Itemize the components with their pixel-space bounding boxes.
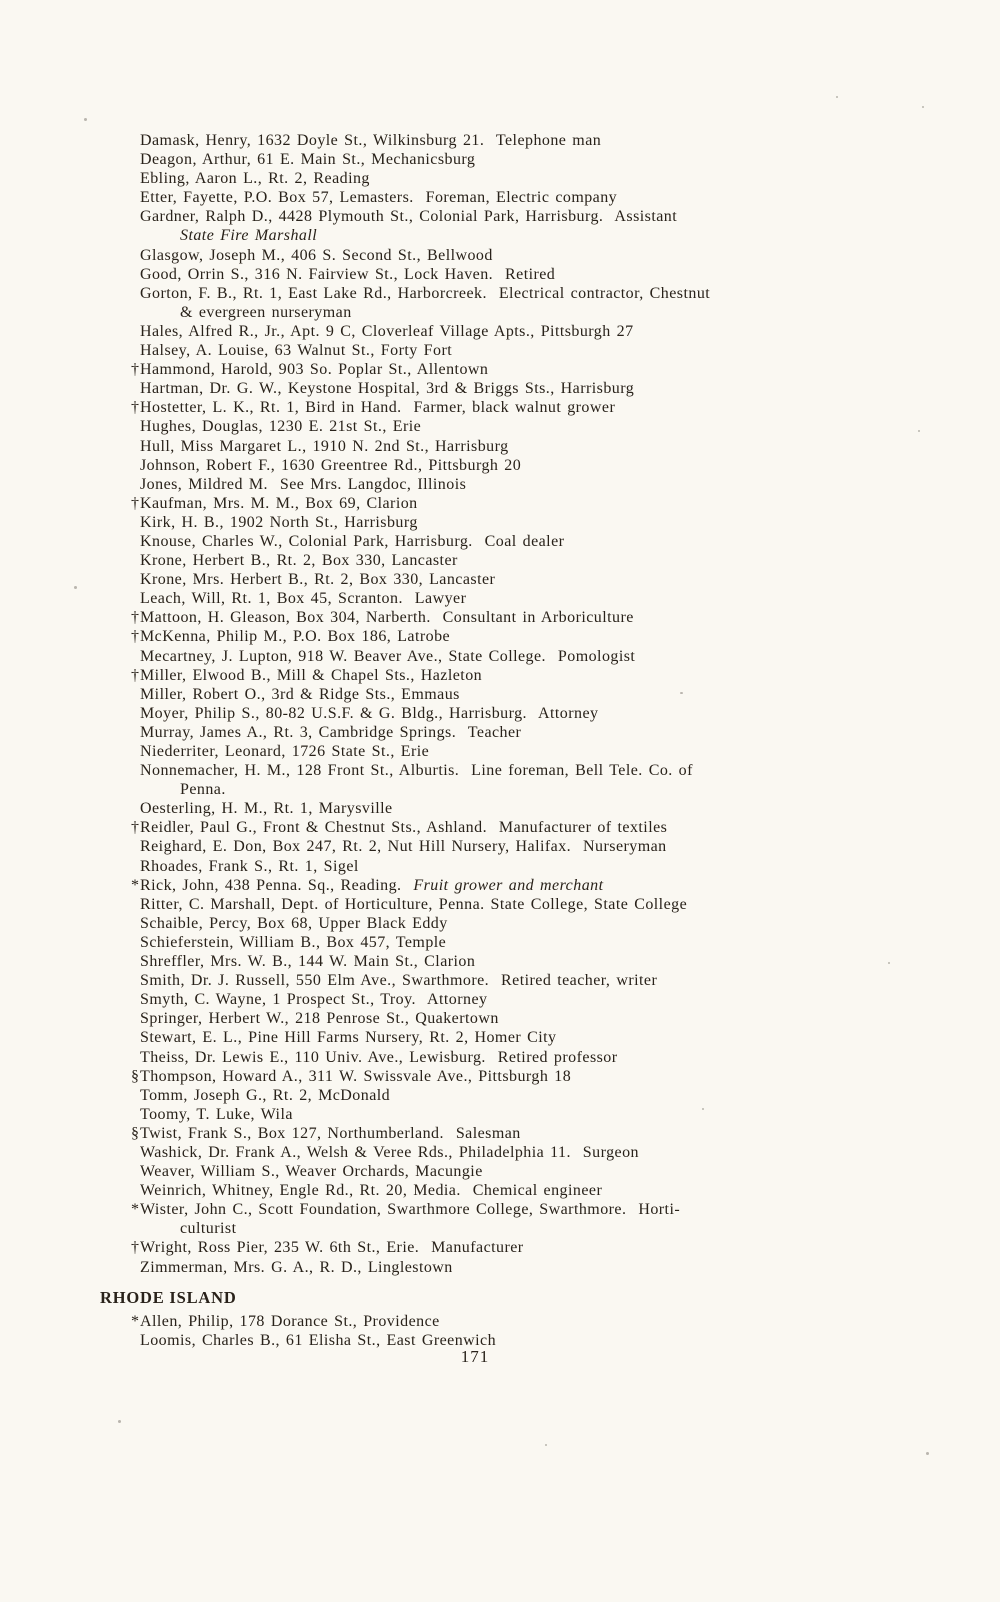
directory-entry — [140, 704, 946, 723]
entry-text: Ebling, Aaron L., Rt. 2, Reading — [140, 170, 370, 188]
directory-entry — [140, 131, 946, 150]
entry-text: Smith, Dr. J. Russell, 550 Elm Ave., Swarthmore. Retired teacher, writer — [140, 972, 658, 990]
scan-speck — [74, 586, 77, 589]
rhode-island-entry-list — [131, 1312, 946, 1350]
entry-text: Loomis, Charles B., 61 Elisha St., East Greenwich — [140, 1331, 497, 1349]
entry-marker-symbol: † — [131, 666, 140, 684]
entry-text: Oesterling, H. M., Rt. 1, Marysville — [140, 800, 393, 818]
scan-speck — [84, 118, 87, 121]
entry-text: Ritter, C. Marshall, Dept. of Horticulture, Penna. State College, State College — [140, 895, 688, 913]
entry-marker-symbol: § — [131, 1124, 140, 1142]
directory-entry — [131, 627, 946, 646]
directory-entry — [140, 1028, 946, 1047]
directory-entry — [140, 1331, 946, 1350]
entry-text: Hostetter, L. K., Rt. 1, Bird in Hand. Farmer, black walnut grower — [140, 399, 616, 417]
directory-entry — [140, 551, 946, 570]
directory-entry — [140, 895, 946, 914]
directory-entry — [140, 799, 946, 818]
entry-text: Krone, Herbert B., Rt. 2, Box 330, Lancaster — [140, 552, 458, 570]
pennsylvania-entry-list — [131, 131, 946, 1277]
directory-entry — [140, 723, 946, 742]
entry-text: Halsey, A. Louise, 63 Walnut St., Forty Fort — [140, 342, 453, 360]
entry-text: Weaver, William S., Weaver Orchards, Macungie — [140, 1163, 483, 1181]
directory-entry — [131, 666, 946, 685]
entry-text: Niederriter, Leonard, 1726 State St., Erie — [140, 743, 430, 760]
entry-occupation-italic: Fruit grower and merchant — [413, 876, 604, 894]
entry-text: Schieferstein, William B., Box 457, Temple — [140, 933, 447, 951]
directory-entry — [140, 914, 946, 933]
directory-entry — [140, 1258, 946, 1277]
entry-text: Gorton, F. B., Rt. 1, East Lake Rd., Harborcreek. Electrical contractor, Chestnut — [140, 284, 711, 302]
directory-entry — [140, 952, 946, 971]
directory-entry — [140, 933, 946, 952]
scan-speck — [545, 1444, 547, 1446]
entry-text: Murray, James A., Rt. 3, Cambridge Springs. Teacher — [140, 723, 522, 741]
entry-runover-text: culturist — [180, 1220, 237, 1238]
directory-entry — [140, 322, 946, 341]
directory-entry — [140, 742, 946, 761]
directory-entry — [140, 990, 946, 1009]
scan-speck — [836, 96, 838, 98]
entry-text: Tomm, Joseph G., Rt. 2, McDonald — [140, 1086, 391, 1104]
scan-speck — [922, 106, 924, 108]
entry-text: Washick, Dr. Frank A., Welsh & Veree Rds., Philadelphia 11. Surgeon — [140, 1143, 639, 1161]
entry-text: Smyth, C. Wayne, 1 Prospect St., Troy. Attorney — [140, 991, 488, 1009]
directory-entry — [140, 971, 946, 990]
directory-entry — [140, 685, 946, 704]
directory-entry — [140, 857, 946, 876]
entry-text: Hull, Miss Margaret L., 1910 N. 2nd St., Harrisburg — [140, 437, 509, 455]
entry-text: Weinrich, Whitney, Engle Rd., Rt. 20, Media. Chemical engineer — [140, 1182, 603, 1200]
entry-text: Kirk, H. B., 1902 North St., Harrisburg — [140, 513, 418, 531]
entry-text: Allen, Philip, 178 Dorance St., Providence — [140, 1312, 440, 1330]
entry-text: Hartman, Dr. G. W., Keystone Hospital, 3rd & Briggs Sts., Harrisburg — [140, 380, 635, 398]
entry-text: Miller, Robert O., 3rd & Ridge Sts., Emmaus — [140, 685, 460, 703]
entry-text: Leach, Will, Rt. 1, Box 45, Scranton. Lawyer — [140, 590, 467, 608]
entry-text: McKenna, Philip M., P.O. Box 186, Latrobe — [140, 628, 451, 646]
entry-text: Rhoades, Frank S., Rt. 1, Sigel — [140, 857, 359, 875]
text-block — [100, 131, 946, 1350]
scan-speck — [926, 1452, 929, 1455]
entry-text: Reighard, E. Don, Box 247, Rt. 2, Nut Hill Nursery, Halifax. Nurseryman — [140, 838, 667, 856]
directory-entry — [140, 1143, 946, 1162]
directory-entry — [140, 341, 946, 360]
entry-text: Hales, Alfred R., Jr., Apt. 9 C, Cloverleaf Village Apts., Pittsburgh 27 — [140, 322, 634, 340]
directory-entry — [140, 150, 946, 169]
entry-text: Etter, Fayette, P.O. Box 57, Lemasters. Foreman, Electric company — [140, 189, 618, 207]
entry-text: Damask, Henry, 1632 Doyle St., Wilkinsburg 21. Telephone man — [140, 132, 602, 149]
directory-entry — [140, 1009, 946, 1028]
entry-runover-text: & evergreen nurseryman — [180, 303, 352, 321]
entry-text: Springer, Herbert W., 218 Penrose St., Quakertown — [140, 1010, 499, 1028]
entry-marker-symbol: † — [131, 399, 140, 417]
directory-entry — [131, 1124, 946, 1143]
directory-entry — [140, 532, 946, 551]
directory-entry — [140, 513, 946, 532]
entry-text: Hughes, Douglas, 1230 E. 21st St., Erie — [140, 418, 422, 436]
page-number: 171 — [460, 1347, 490, 1366]
entry-text: Kaufman, Mrs. M. M., Box 69, Clarion — [140, 494, 418, 512]
directory-entry — [140, 169, 946, 188]
entry-marker-symbol: * — [131, 1201, 140, 1219]
entry-marker-symbol: † — [131, 494, 140, 512]
directory-entry — [131, 1200, 946, 1238]
entry-runover-text: Penna. — [180, 781, 226, 799]
directory-entry — [131, 818, 946, 837]
directory-entry — [140, 379, 946, 398]
directory-entry — [131, 398, 946, 417]
directory-entry — [140, 570, 946, 589]
state-heading-rhode-island: RHODE ISLAND — [100, 1287, 237, 1307]
entry-text: Gardner, Ralph D., 4428 Plymouth St., Colonial Park, Harrisburg. Assistant — [140, 208, 678, 226]
entry-text: Rick, John, 438 Penna. Sq., Reading. — [140, 876, 414, 894]
entry-text: Krone, Mrs. Herbert B., Rt. 2, Box 330, Lancaster — [140, 571, 496, 589]
directory-entry — [140, 1105, 946, 1124]
directory-entry — [140, 188, 946, 207]
entry-text: Wister, John C., Scott Foundation, Swarthmore College, Swarthmore. Horti- — [140, 1201, 681, 1219]
entry-marker-symbol: † — [131, 819, 140, 837]
entry-text: Moyer, Philip S., 80-82 U.S.F. & G. Bldg., Harrisburg. Attorney — [140, 704, 599, 722]
entry-marker-symbol: § — [131, 1067, 140, 1085]
directory-entry — [140, 207, 946, 245]
entry-runover-text: State Fire Marshall — [180, 227, 318, 245]
entry-text: Wright, Ross Pier, 235 W. 6th St., Erie. Manufacturer — [140, 1239, 524, 1257]
directory-entry — [131, 1238, 946, 1257]
directory-entry — [140, 1048, 946, 1067]
entry-text: Reidler, Paul G., Front & Chestnut Sts., Ashland. Manufacturer of textiles — [140, 819, 668, 837]
entry-text: Jones, Mildred M. See Mrs. Langdoc, Illinois — [140, 475, 467, 493]
entry-text: Toomy, T. Luke, Wila — [140, 1105, 293, 1123]
entry-marker-symbol: † — [131, 361, 140, 379]
directory-entry — [140, 761, 946, 799]
entry-text: Stewart, E. L., Pine Hill Farms Nursery, Rt. 2, Homer City — [140, 1029, 557, 1047]
entry-text: Theiss, Dr. Lewis E., 110 Univ. Ave., Lewisburg. Retired professor — [140, 1048, 618, 1066]
entry-marker-symbol: * — [131, 876, 140, 894]
entry-marker-symbol: † — [131, 628, 140, 646]
entry-text: Good, Orrin S., 316 N. Fairview St., Lock Haven. Retired — [140, 265, 556, 283]
entry-text: Mecartney, J. Lupton, 918 W. Beaver Ave., State College. Pomologist — [140, 647, 636, 665]
directory-entry — [140, 589, 946, 608]
entry-text: Deagon, Arthur, 61 E. Main St., Mechanicsburg — [140, 151, 476, 169]
directory-entry — [140, 647, 946, 666]
directory-entry — [140, 456, 946, 475]
entry-text: Schaible, Percy, Box 68, Upper Black Eddy — [140, 914, 448, 932]
directory-entry — [131, 360, 946, 379]
entry-marker-symbol: * — [131, 1312, 140, 1330]
directory-entry — [131, 1067, 946, 1086]
directory-entry — [140, 417, 946, 436]
directory-entry — [140, 246, 946, 265]
entry-text: Johnson, Robert F., 1630 Greentree Rd., Pittsburgh 20 — [140, 456, 522, 474]
entry-text: Miller, Elwood B., Mill & Chapel Sts., Hazleton — [140, 666, 483, 684]
directory-entry — [140, 1162, 946, 1181]
directory-entry — [131, 876, 946, 895]
directory-entry — [140, 475, 946, 494]
directory-entry — [131, 494, 946, 513]
directory-entry — [140, 437, 946, 456]
entry-text: Hammond, Harold, 903 So. Poplar St., Allentown — [140, 361, 489, 379]
directory-entry — [131, 608, 946, 627]
entry-text: Thompson, Howard A., 311 W. Swissvale Ave., Pittsburgh 18 — [140, 1067, 572, 1085]
entry-marker-symbol: † — [131, 1239, 140, 1257]
directory-entry — [140, 284, 946, 322]
entry-text: Glasgow, Joseph M., 406 S. Second St., Bellwood — [140, 246, 493, 264]
scan-speck — [118, 1420, 121, 1423]
entry-text: Mattoon, H. Gleason, Box 304, Narberth. Consultant in Arboriculture — [140, 609, 634, 627]
entry-text: Shreffler, Mrs. W. B., 144 W. Main St., Clarion — [140, 953, 476, 971]
entry-text: Nonnemacher, H. M., 128 Front St., Alburtis. Line foreman, Bell Tele. Co. of — [140, 762, 693, 780]
entry-text: Twist, Frank S., Box 127, Northumberland. Salesman — [140, 1124, 521, 1142]
entry-text: Zimmerman, Mrs. G. A., R. D., Linglestown — [140, 1258, 453, 1276]
entry-text: Knouse, Charles W., Colonial Park, Harrisburg. Coal dealer — [140, 532, 565, 550]
directory-entry — [140, 1086, 946, 1105]
directory-entry — [140, 837, 946, 856]
directory-entry — [140, 1181, 946, 1200]
directory-entry — [140, 265, 946, 284]
entry-marker-symbol: † — [131, 609, 140, 627]
directory-entry — [131, 1312, 946, 1331]
